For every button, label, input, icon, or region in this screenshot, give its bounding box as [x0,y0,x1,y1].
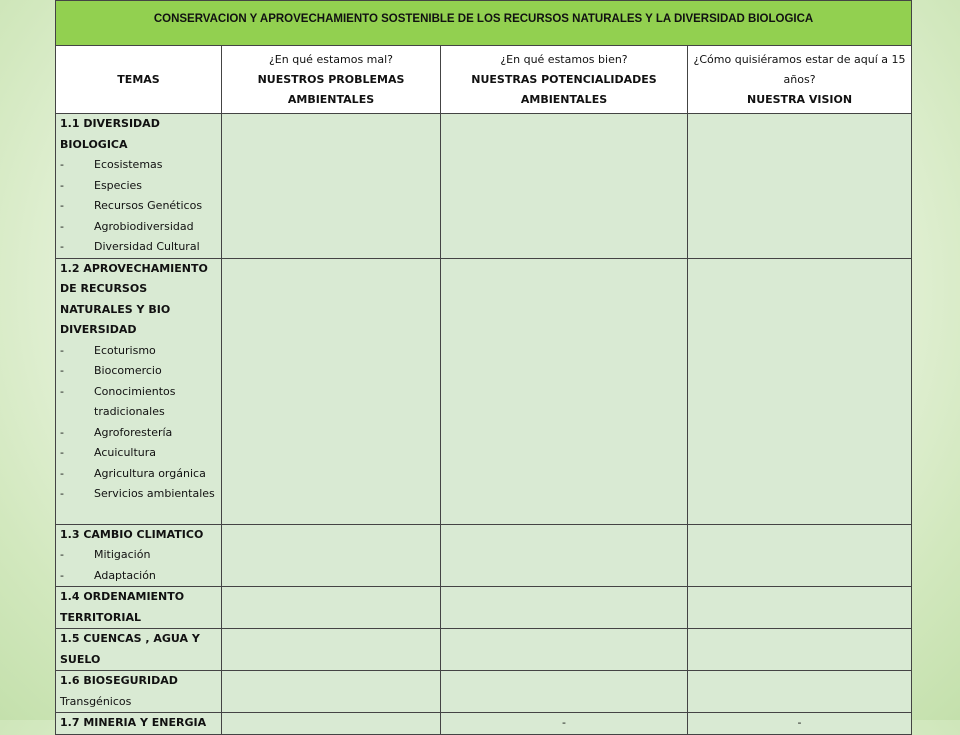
table-row [56,629,912,671]
bullet-dash: - [60,384,64,398]
list-item-label: Acuicultura [94,446,157,459]
list-item [60,176,219,197]
table-row [56,114,912,259]
potentials-cell[interactable] [441,587,688,629]
topic-cell[interactable] [56,587,222,629]
list-item-label: Ecoturismo [94,343,156,357]
table-row [56,258,912,524]
topic-cell[interactable] [56,258,222,524]
vision-cell[interactable] [688,587,912,629]
header-vision [688,46,912,114]
header-problems-question: ¿En qué estamos mal? [268,52,394,66]
bullet-dash: - [60,240,64,253]
topic-cell[interactable] [56,713,222,735]
list-item-label: Biocomercio [94,364,162,377]
problems-cell[interactable] [222,258,441,524]
table-row [56,524,912,587]
list-item [60,423,219,444]
potentials-cell[interactable] [441,671,688,713]
list-item [60,464,219,485]
bullet-dash: - [60,219,64,233]
list-item [60,237,219,258]
bullet-dash: - [60,343,64,357]
header-row [56,46,912,114]
bullet-dash: - [60,548,64,561]
list-item-label: Agroforestería [94,425,173,439]
topic-title: 1.4 ORDENAMIENTO TERRITORIAL [60,590,185,624]
topic-title: 1.2 APROVECHAMIENTO DE RECURSOS NATURALES Y BIO DIVERSIDAD [60,261,208,336]
bullet-dash: - [60,568,64,582]
list-item [60,196,219,217]
table-title: CONSERVACION Y APROVECHAMIENTO SOSTENIBLE DE LOS RECURSOS NATURALES Y LA DIVERSIDAD BIOLOGICA [56,1,912,46]
list-item-label: Ecosistemas [94,158,163,171]
bullet-dash: - [60,425,64,439]
problems-cell[interactable] [222,671,441,713]
problems-cell[interactable] [222,524,441,587]
bullet-dash: - [60,158,64,171]
vision-cell[interactable] [688,258,912,524]
header-vision-question: ¿Cómo quisiéramos estar de aquí a 15 años? [693,52,906,86]
header-potentials-question: ¿En qué estamos bien? [500,52,628,66]
header-potentials-label: NUESTRAS POTENCIALIDADES AMBIENTALES [471,72,657,106]
table-row [56,587,912,629]
list-item-label: Mitigación [94,548,151,561]
bullet-dash: - [60,487,64,500]
potentials-cell[interactable] [441,258,688,524]
vision-cell[interactable] [688,629,912,671]
topic-cell[interactable] [56,671,222,713]
potentials-cell[interactable] [441,114,688,259]
topic-title: 1.3 CAMBIO CLIMATICO [60,527,204,541]
header-vision-label: NUESTRA VISION [746,92,853,106]
header-potentials [441,46,688,114]
vision-cell[interactable] [688,524,912,587]
vision-cell[interactable]: - [688,713,912,735]
topic-item-list [60,341,219,505]
topic-title: 1.6 BIOSEGURIDAD [60,674,178,687]
list-item-label: Adaptación [94,568,156,582]
list-item [60,443,219,464]
title-row [56,1,912,46]
header-temas: TEMAS [56,46,222,114]
list-item [60,545,219,566]
list-item [60,217,219,238]
topic-cell[interactable] [56,524,222,587]
topic-cell[interactable] [56,114,222,259]
list-item-label: Agrobiodiversidad [94,219,194,233]
vision-cell[interactable] [688,671,912,713]
header-problems-label: NUESTROS PROBLEMAS AMBIENTALES [257,72,405,106]
potentials-cell[interactable]: - [441,713,688,735]
list-item [60,382,219,423]
list-item-label: Agricultura orgánica [94,466,206,480]
bullet-dash: - [60,178,64,192]
list-item-label: Servicios ambientales [94,487,215,500]
topic-title: 1.5 CUENCAS , AGUA Y SUELO [60,632,200,666]
list-item [60,484,219,505]
potentials-cell[interactable] [441,524,688,587]
bullet-dash: - [60,466,64,480]
problems-cell[interactable] [222,587,441,629]
list-item-label: Especies [94,178,143,192]
bullet-dash: - [60,364,64,377]
topic-item-list [60,155,219,258]
bullet-dash: - [60,446,64,459]
problems-cell[interactable] [222,114,441,259]
topic-cell[interactable] [56,629,222,671]
list-item [60,155,219,176]
vision-cell[interactable] [688,114,912,259]
header-problems [222,46,441,114]
topic-subtitle: Transgénicos [60,694,132,708]
topic-item-list [60,545,219,586]
list-item-label: Diversidad Cultural [94,240,200,253]
table-row [56,713,912,735]
list-item [60,341,219,362]
list-item [60,566,219,587]
bullet-dash: - [60,199,64,212]
problems-cell[interactable] [222,713,441,735]
topic-title: 1.7 MINERIA Y ENERGIA [60,716,207,729]
list-item-label: Conocimientos tradicionales [94,384,176,418]
table-row [56,671,912,713]
list-item-label: Recursos Genéticos [94,199,203,212]
conservation-table [55,0,912,735]
problems-cell[interactable] [222,629,441,671]
potentials-cell[interactable] [441,629,688,671]
topic-title: 1.1 DIVERSIDAD BIOLOGICA [60,117,160,151]
list-item [60,361,219,382]
